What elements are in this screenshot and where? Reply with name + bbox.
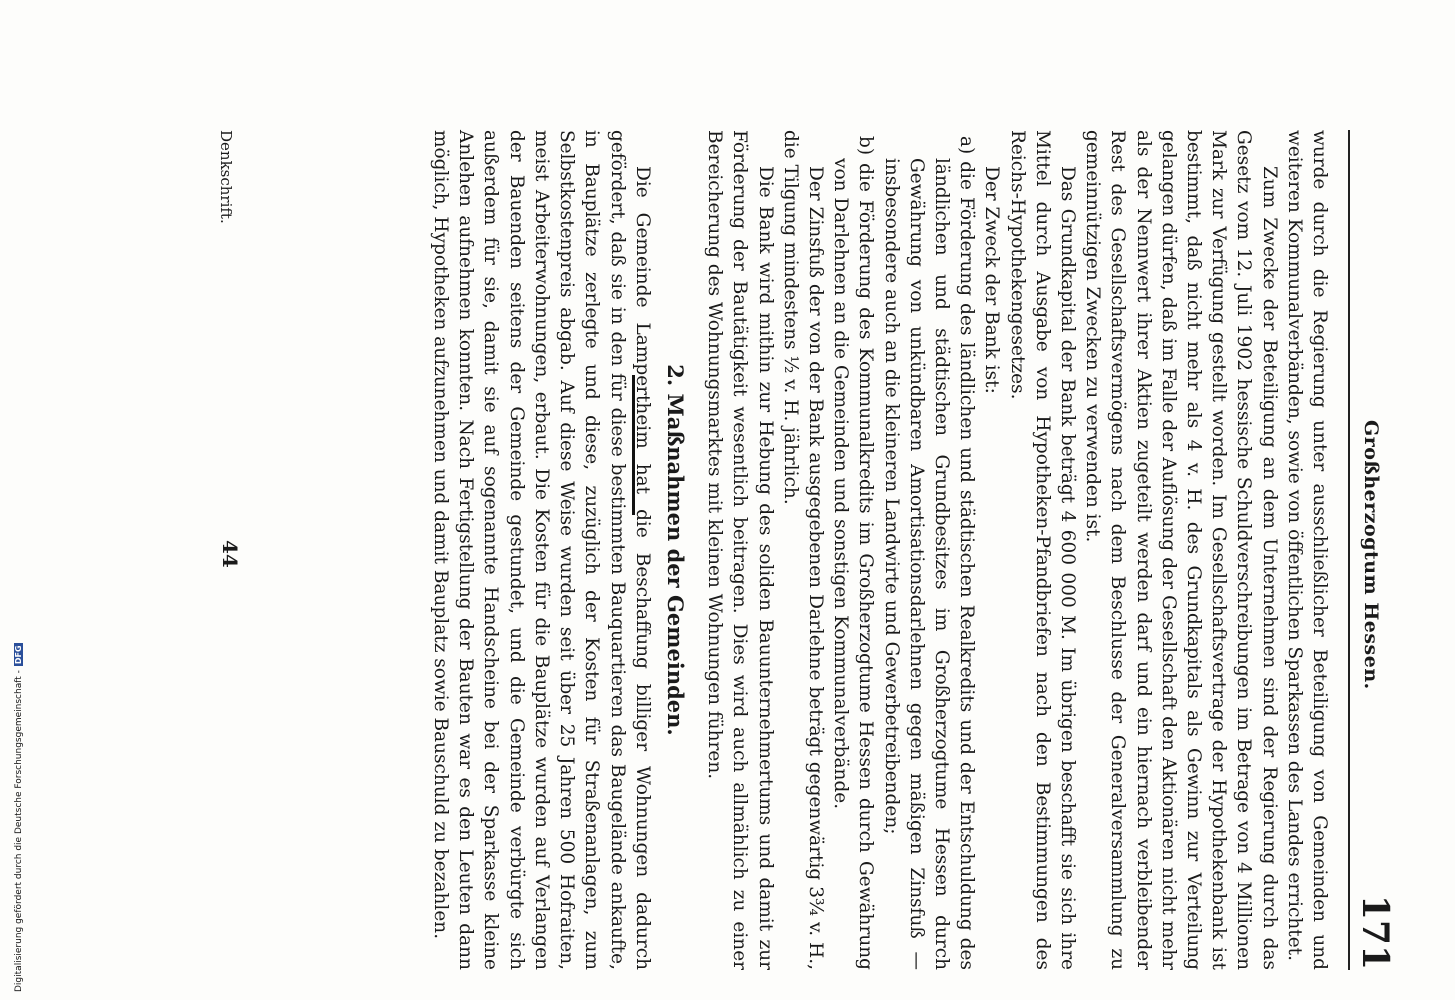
credit-text: Digitalisierung gefördert durch die Deutsche Forschungsgemeinschaft - (14, 670, 24, 992)
end-rule (632, 375, 635, 515)
list-item-a: a) die Förderung des ländlichen und städtischen Realkredits und der Entschuldung des ländlichen und städtischen Grundbesitzes im Großherzogtume Hessen durch Gewährung von unkündbaren Amortisationsdarlehnen gegen mäßigen Zinsfuß — insbesondere auch an die kleineren Landwirte und Gewerbetreibenden; (880, 136, 978, 970)
paragraph-5: Der Zinsfuß der von der Bank ausgegebenen Darlehne beträgt gegenwärtig 3¾ v. H., die Tilgung mindestens ½ v. H. jährlich. (779, 130, 826, 970)
digitization-credit (14, 602, 24, 992)
page-number: 171 (1354, 894, 1396, 970)
body-text (428, 130, 1332, 970)
list-item-b: b) die Förderung des Kommunalkredits im Großherzogtume Hessen durch Gewährung von Darlehnen an die Gemeinden und sonstigen Kommunalverbände. (830, 136, 877, 970)
paragraph-7: Die Gemeinde Lampertheim hat die Beschaffung billiger Wohnungen dadurch gefördert, daß sie in den für diese bestimmten Bauquartieren das Baugelände ankaufte, in Bauplätze zerlegte und diese, zuzüglich der Kosten für Straßenanlagen, zum Selbstkostenpreis abgab. Auf diese Weise wurden seit über 25 Jahren 500 Hofraiten, meist Arbeiterwohnungen, erbaut. Die Kosten für die Bauplätze wurden auf Verlangen der Bauenden seitens der Gemeinde gestundet, und die Gemeinde verbürgte sich außerdem für sie, damit sie auf sogenannte Handscheine bei der Sparkasse kleine Anlehen aufnehmen konnten. Nach Fertigstellung der Bauten war es den Leuten dann möglich, Hypotheken aufzunehmen und damit Bauplatz sowie Bauschuld zu bezahlen. (430, 130, 653, 970)
paragraph-6: Die Bank wird mithin zur Hebung des soliden Bauunternehmertums und damit zur Förderung der Bautätigkeit wesentlich beitragen. Dies wird auch allmählich zu einer Bereicherung des Wohnungsmarktes mit kleinen Wohnungen führen. (704, 130, 776, 970)
dfg-logo-icon: DFG (14, 645, 23, 665)
paragraph-3: Das Grundkapital der Bank beträgt 4 600 000 M. Im übrigen beschafft sie sich ihre Mittel durch Ausgabe von Hypotheken-Pfandbriefen nach den Bestimmungen des Reichs-Hypothekengesetzes. (1006, 130, 1078, 970)
paragraph-4: Der Zweck der Bank ist: (981, 166, 1003, 394)
page-header (1348, 130, 1396, 970)
rotated-page-content (217, 130, 1396, 970)
paragraph-2: Zum Zwecke der Beteiligung an dem Unternehmen sind der Regierung durch das Gesetz vom 12. Juli 1902 hessische Schuldverschreibungen im Betrage von 4 Millionen Mark zur Verfügung gestellt worden. Im Gesellschaftsvertrage der Hypothekenbank ist bestimmt, daß nicht mehr als 4 v. H. des Grundkapitals als Gewinn zur Verteilung gelangen dürfen, daß im Falle der Auflösung der Gesellschaft den Aktionären nicht mehr als der Nennwert ihrer Aktien zugeteilt werden darf und ein hiernach verbleibender Rest des Gesellschaftsvermögens nach dem Beschlusse der Generalversammlung zu gemeinnützigen Zwecken zu verwenden ist. (1082, 130, 1280, 970)
paragraph-1: wurde durch die Regierung unter ausschließlicher Beteiligung von Gemeinden und weiteren Kommunalverbänden, sowie von öffentlichen Sparkassen des Landes errichtet. (1283, 130, 1330, 970)
section-title: 2. Maßnahmen der Gemeinden. (662, 364, 688, 736)
running-title: Großherzogtum Hessen. (1360, 420, 1382, 690)
footer-signature: Denkschrift. (217, 130, 235, 224)
footer-sheet-number: 44 (218, 540, 242, 568)
